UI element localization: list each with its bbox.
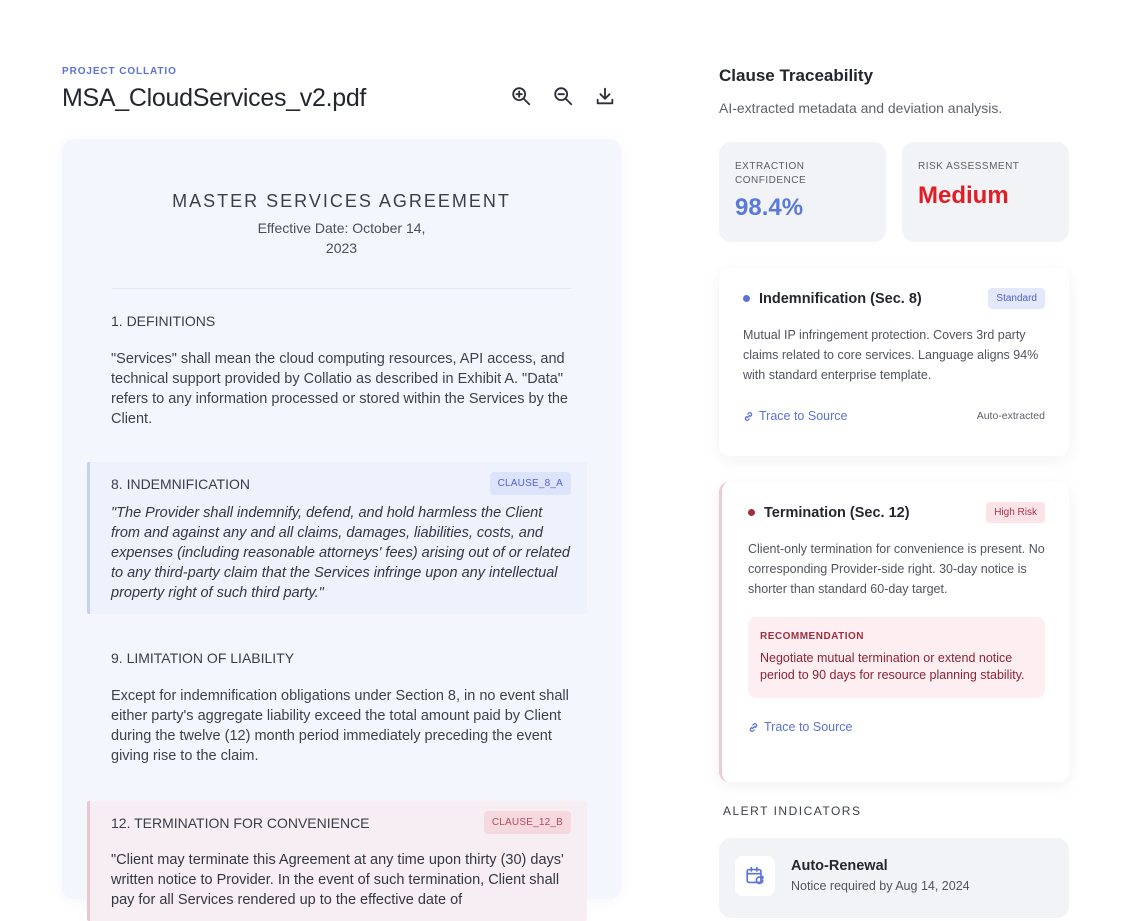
metric-value: 98.4% bbox=[735, 194, 804, 221]
document-pane bbox=[62, 60, 621, 908]
alerts-heading: ALERT INDICATORS bbox=[723, 804, 862, 818]
download-icon bbox=[594, 85, 616, 107]
agreement-title: MASTER SERVICES AGREEMENT bbox=[172, 191, 511, 211]
status-badge: Standard bbox=[988, 288, 1045, 309]
alert-title: Auto-Renewal bbox=[791, 858, 888, 874]
metric-label: RISK ASSESSMENT bbox=[918, 161, 1020, 172]
alert-item-auto-renewal[interactable] bbox=[719, 838, 1069, 918]
section-body: "The Provider shall indemnify, defend, and hold harmless the Client from and against any and all claims, damages, liabilities, costs, and expenses (including reasonable attorneys' fees) arising out of or related to any third-party claim that the Services infringe upon any intellectual property right of such third party." bbox=[111, 505, 570, 601]
metric-value: Medium bbox=[918, 182, 1009, 209]
zoom-out-icon bbox=[552, 85, 574, 107]
section-body: "Services" shall mean the cloud computing resources, API access, and technical support provided by Collatio as described in Exhibit A. "Data" refers to any information processed or stored within the Services by the Client. bbox=[111, 351, 568, 427]
title-divider bbox=[112, 288, 571, 289]
effective-date: Effective Date: October 14, 2023 bbox=[257, 220, 426, 256]
metric-label: EXTRACTION CONFIDENCE bbox=[735, 161, 807, 186]
recommendation-label: RECOMMENDATION bbox=[760, 631, 865, 642]
trace-to-source-link[interactable]: Trace to Source bbox=[743, 409, 847, 423]
file-title: MSA_CloudServices_v2.pdf bbox=[62, 84, 367, 112]
status-dot bbox=[743, 295, 750, 302]
link-icon bbox=[743, 411, 754, 422]
section-body: "Client may terminate this Agreement at any time upon thirty (30) days' written notice to Provider. In the event of such termination, Client shall pay for all Services rendered up to the effective date of bbox=[111, 852, 564, 908]
recommendation-text: Negotiate mutual termination or extend notice period to 90 days for resource planning stability. bbox=[760, 651, 1025, 682]
clause-name: Termination (Sec. 12) bbox=[764, 504, 910, 521]
calendar-refresh-icon bbox=[744, 865, 766, 887]
zoom-in-button[interactable] bbox=[509, 84, 533, 108]
clause-description: Mutual IP infringement protection. Covers 3rd party claims related to core services. Language aligns 94% with standard enterprise template. bbox=[743, 328, 1039, 382]
traceability-panel bbox=[719, 60, 1069, 918]
section-liability bbox=[111, 650, 571, 766]
clause-description: Client-only termination for convenience is present. No corresponding Provider-side right. 30-day notice is shorter than standard 60-day target. bbox=[748, 542, 1045, 596]
clause-tag: CLAUSE_8_A bbox=[490, 472, 571, 495]
zoom-in-icon bbox=[510, 85, 532, 107]
clause-name: Indemnification (Sec. 8) bbox=[759, 290, 922, 307]
download-button[interactable] bbox=[593, 84, 617, 108]
trace-to-source-link[interactable]: Trace to Source bbox=[748, 720, 852, 734]
document-toolbar bbox=[509, 84, 617, 108]
metrics-row bbox=[719, 142, 1069, 242]
clause-indemnification[interactable] bbox=[87, 462, 587, 614]
extraction-status: Auto-extracted bbox=[976, 410, 1045, 422]
zoom-out-button[interactable] bbox=[551, 84, 575, 108]
risk-assessment-card bbox=[902, 142, 1069, 242]
section-heading: 8. INDEMNIFICATION bbox=[111, 475, 250, 492]
panel-subtitle: AI-extracted metadata and deviation analysis. bbox=[719, 100, 1003, 116]
clause-card-termination[interactable] bbox=[719, 482, 1069, 782]
panel-title: Clause Traceability bbox=[719, 66, 874, 85]
extraction-confidence-card bbox=[719, 142, 886, 242]
section-heading: 12. TERMINATION FOR CONVENIENCE bbox=[111, 814, 370, 831]
section-body: Except for indemnification obligations under Section 8, in no event shall either party's aggregate liability exceed the total amount paid by Client during the twelve (12) month period immediately preceding the event giving rise to the claim. bbox=[111, 688, 569, 764]
clause-card-indemnification[interactable] bbox=[719, 268, 1069, 456]
clause-termination[interactable] bbox=[87, 801, 587, 921]
section-heading: 9. LIMITATION OF LIABILITY bbox=[111, 650, 295, 666]
recommendation-box bbox=[748, 617, 1045, 698]
section-definitions bbox=[111, 313, 571, 429]
project-label: PROJECT COLLATIO bbox=[62, 66, 177, 77]
section-heading: 1. DEFINITIONS bbox=[111, 313, 216, 329]
clause-tag: CLAUSE_12_B bbox=[484, 811, 571, 834]
alert-subtitle: Notice required by Aug 14, 2024 bbox=[791, 879, 970, 893]
status-dot bbox=[748, 509, 755, 516]
status-badge: High Risk bbox=[986, 502, 1045, 523]
link-icon bbox=[748, 722, 759, 733]
document-page bbox=[62, 139, 621, 908]
